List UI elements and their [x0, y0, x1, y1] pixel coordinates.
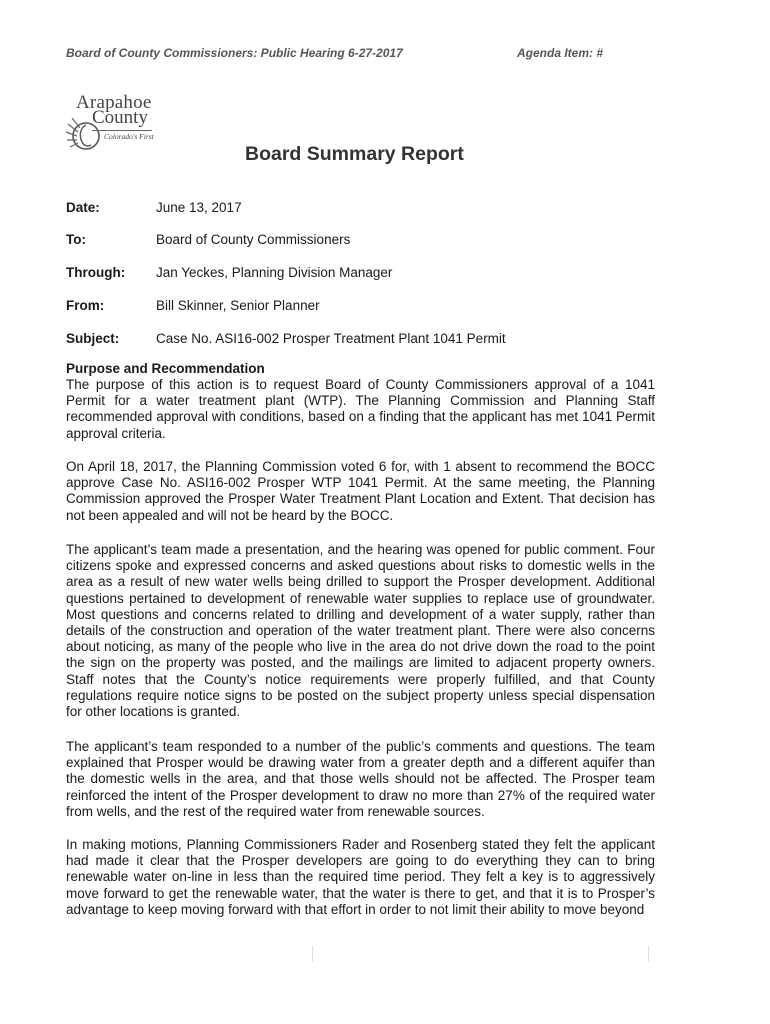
- from-value: Bill Skinner, Senior Planner: [156, 298, 320, 313]
- through-value: Jan Yeckes, Planning Division Manager: [156, 265, 393, 280]
- paragraph-purpose: The purpose of this action is to request Board of County Commissioners approval of a 1041 Permit for a water treatment plant (WTP). The Planning Commission and Planning Staff recommended approval with conditions, based on a finding that the applicant has met 1041 Permit approval criteria.: [66, 377, 655, 441]
- paragraph-motions: In making motions, Planning Commissioners Rader and Rosenberg stated they felt the applicant had made it clear that the Prosper developers are going to do everything they can to bring renewable water on-line in less than the required time period. They felt a key is to aggressively move forward to get the renewable water, that the water is there to get, and that it is to Prosper’s advantage to keep moving forward with that effort in order to not limit their ability to move beyond: [66, 837, 655, 917]
- header-meeting-info: Board of County Commissioners: Public Hearing 6-27-2017: [66, 46, 403, 60]
- from-label: From:: [66, 298, 105, 313]
- logo-name-line2: County: [92, 107, 148, 128]
- subject-value: Case No. ASI16-002 Prosper Treatment Plant 1041 Permit: [156, 331, 506, 346]
- through-label: Through:: [66, 265, 126, 280]
- logo-tagline: Colorado's First: [104, 132, 154, 141]
- to-value: Board of County Commissioners: [156, 232, 351, 247]
- section-heading: Purpose and Recommendation: [66, 361, 265, 376]
- scan-mark: [648, 946, 649, 962]
- report-title: Board Summary Report: [245, 143, 464, 165]
- chief-profile-icon: [64, 112, 104, 156]
- paragraph-planning-vote: On April 18, 2017, the Planning Commission voted 6 for, with 1 absent to recommend the BOCC approve Case No. ASI16-002 Prosper WTP 1041 Permit. At the same meeting, the Planning Commission approved the Prosper Water Treatment Plant Location and Extent. That decision has not been appealed and will not be heard by the BOCC.: [66, 459, 655, 523]
- paragraph-public-comment: The applicant’s team made a presentation, and the hearing was opened for public comment. Four citizens spoke and expressed concerns and asked questions about risks to domestic wells in the area as a result of new water wells being drilled to support the Prosper development. Additional questions pertained to development of renewable water supplies to replace use of groundwater. Most questions and concerns related to drilling and development of a water supply, rather than details of the construction and operation of the water treatment plant. There were also concerns about noticing, as many of the people who live in the area do not drive down the road to the point the sign on the property was posted, and the mailings are limited to adjacent property owners. Staff notes that the County’s notice requirements were properly fulfilled, and that County regulations require notice signs to be posted on the subject property unless special dispensation for other locations is granted.: [66, 542, 655, 720]
- paragraph-applicant-response: The applicant’s team responded to a number of the public’s comments and questions. The team explained that Prosper would be drawing water from a greater depth and a different aquifer than the domestic wells in the area, and that those wells should not be affected. The Prosper team reinforced the intent of the Prosper development to draw no more than 27% of the required water from wells, and the rest of the required water from renewable sources.: [66, 739, 655, 819]
- logo-name-line1: Arapahoe: [76, 92, 152, 113]
- county-logo: [64, 92, 194, 162]
- to-label: To:: [66, 232, 86, 247]
- header-agenda-item: Agenda Item: #: [517, 46, 604, 60]
- logo-divider: [92, 130, 152, 131]
- date-label: Date:: [66, 200, 100, 215]
- subject-label: Subject:: [66, 331, 120, 346]
- date-value: June 13, 2017: [156, 200, 242, 215]
- scan-mark: [312, 946, 313, 962]
